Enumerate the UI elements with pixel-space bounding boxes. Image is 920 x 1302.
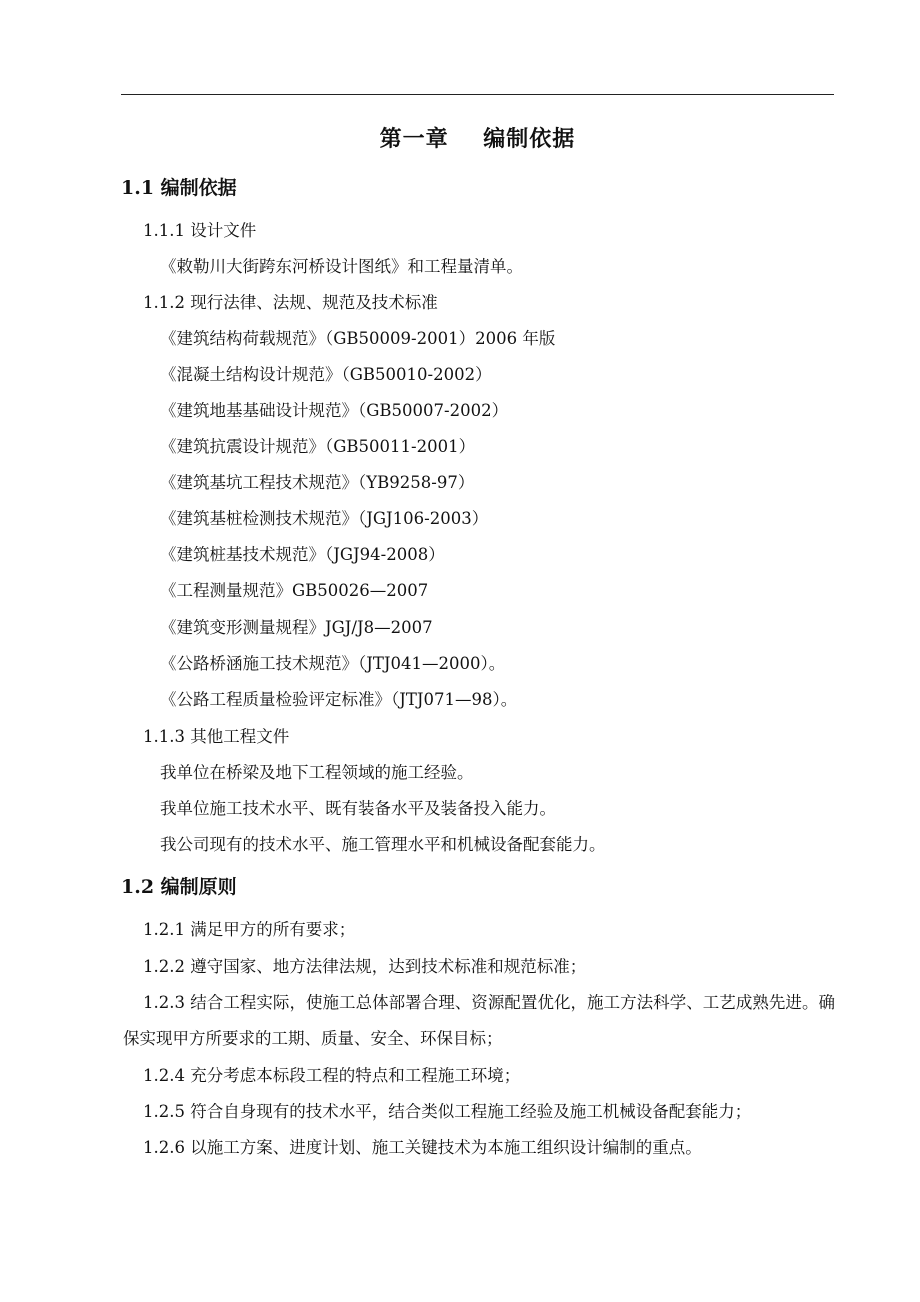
reference-item: 《工程测量规范》GB50026—2007	[160, 581, 429, 600]
reference-item: 《敕勒川大街跨东河桥设计图纸》和工程量清单。	[160, 257, 523, 276]
reference-item: 我单位在桥梁及地下工程领域的施工经验。	[160, 763, 474, 782]
principle-item: 1.2.1 满足甲方的所有要求；	[143, 920, 356, 939]
subsection-heading-1-1-2: 1.1.2 现行法律、法规、规范及技术标准	[143, 293, 438, 312]
principle-item: 1.2.2 遵守国家、地方法律法规，达到技术标准和规范标准；	[143, 957, 587, 976]
section-heading-1-2: 1.2 编制原则	[121, 876, 237, 898]
reference-item: 《公路桥涵施工技术规范》（JTJ041—2000）。	[160, 654, 506, 673]
principle-item: 1.2.4 充分考虑本标段工程的特点和工程施工环境；	[143, 1066, 521, 1085]
principle-item: 1.2.3 结合工程实际，使施工总体部署合理、资源配置优化，施工方法科学、工艺成熟先进。确保实现甲方所要求的工期、质量、安全、环保目标；	[123, 993, 835, 1048]
reference-item: 《建筑抗震设计规范》（GB50011-2001）	[160, 437, 476, 456]
reference-item: 《建筑地基基础设计规范》（GB50007-2002）	[160, 401, 509, 420]
chapter-title: 第一章 编制依据	[379, 126, 576, 152]
principle-item: 1.2.5 符合自身现有的技术水平，结合类似工程施工经验及施工机械设备配套能力；	[143, 1102, 752, 1121]
reference-item: 《建筑结构荷载规范》（GB50009-2001）2006 年版	[160, 329, 556, 348]
reference-item: 《建筑基坑工程技术规范》（YB9258-97）	[160, 473, 475, 492]
section-heading-1-1: 1.1 编制依据	[121, 177, 237, 199]
principle-item: 1.2.6 以施工方案、进度计划、施工关键技术为本施工组织设计编制的重点。	[143, 1138, 702, 1157]
reference-item: 《建筑桩基技术规范》（JGJ94-2008）	[160, 545, 445, 564]
reference-item: 我单位施工技术水平、既有装备水平及装备投入能力。	[160, 799, 556, 818]
header-rule	[121, 94, 834, 95]
reference-item: 《建筑变形测量规程》JGJ/J8—2007	[160, 618, 433, 637]
reference-item: 《公路工程质量检验评定标准》（JTJ071—98）。	[160, 690, 518, 709]
reference-item: 《建筑基桩检测技术规范》（JGJ106-2003）	[160, 509, 489, 528]
reference-item: 《混凝土结构设计规范》（GB50010-2002）	[160, 365, 492, 384]
subsection-heading-1-1-1: 1.1.1 设计文件	[143, 221, 257, 240]
subsection-heading-1-1-3: 1.1.3 其他工程文件	[143, 727, 290, 746]
reference-item: 我公司现有的技术水平、施工管理水平和机械设备配套能力。	[160, 835, 606, 854]
